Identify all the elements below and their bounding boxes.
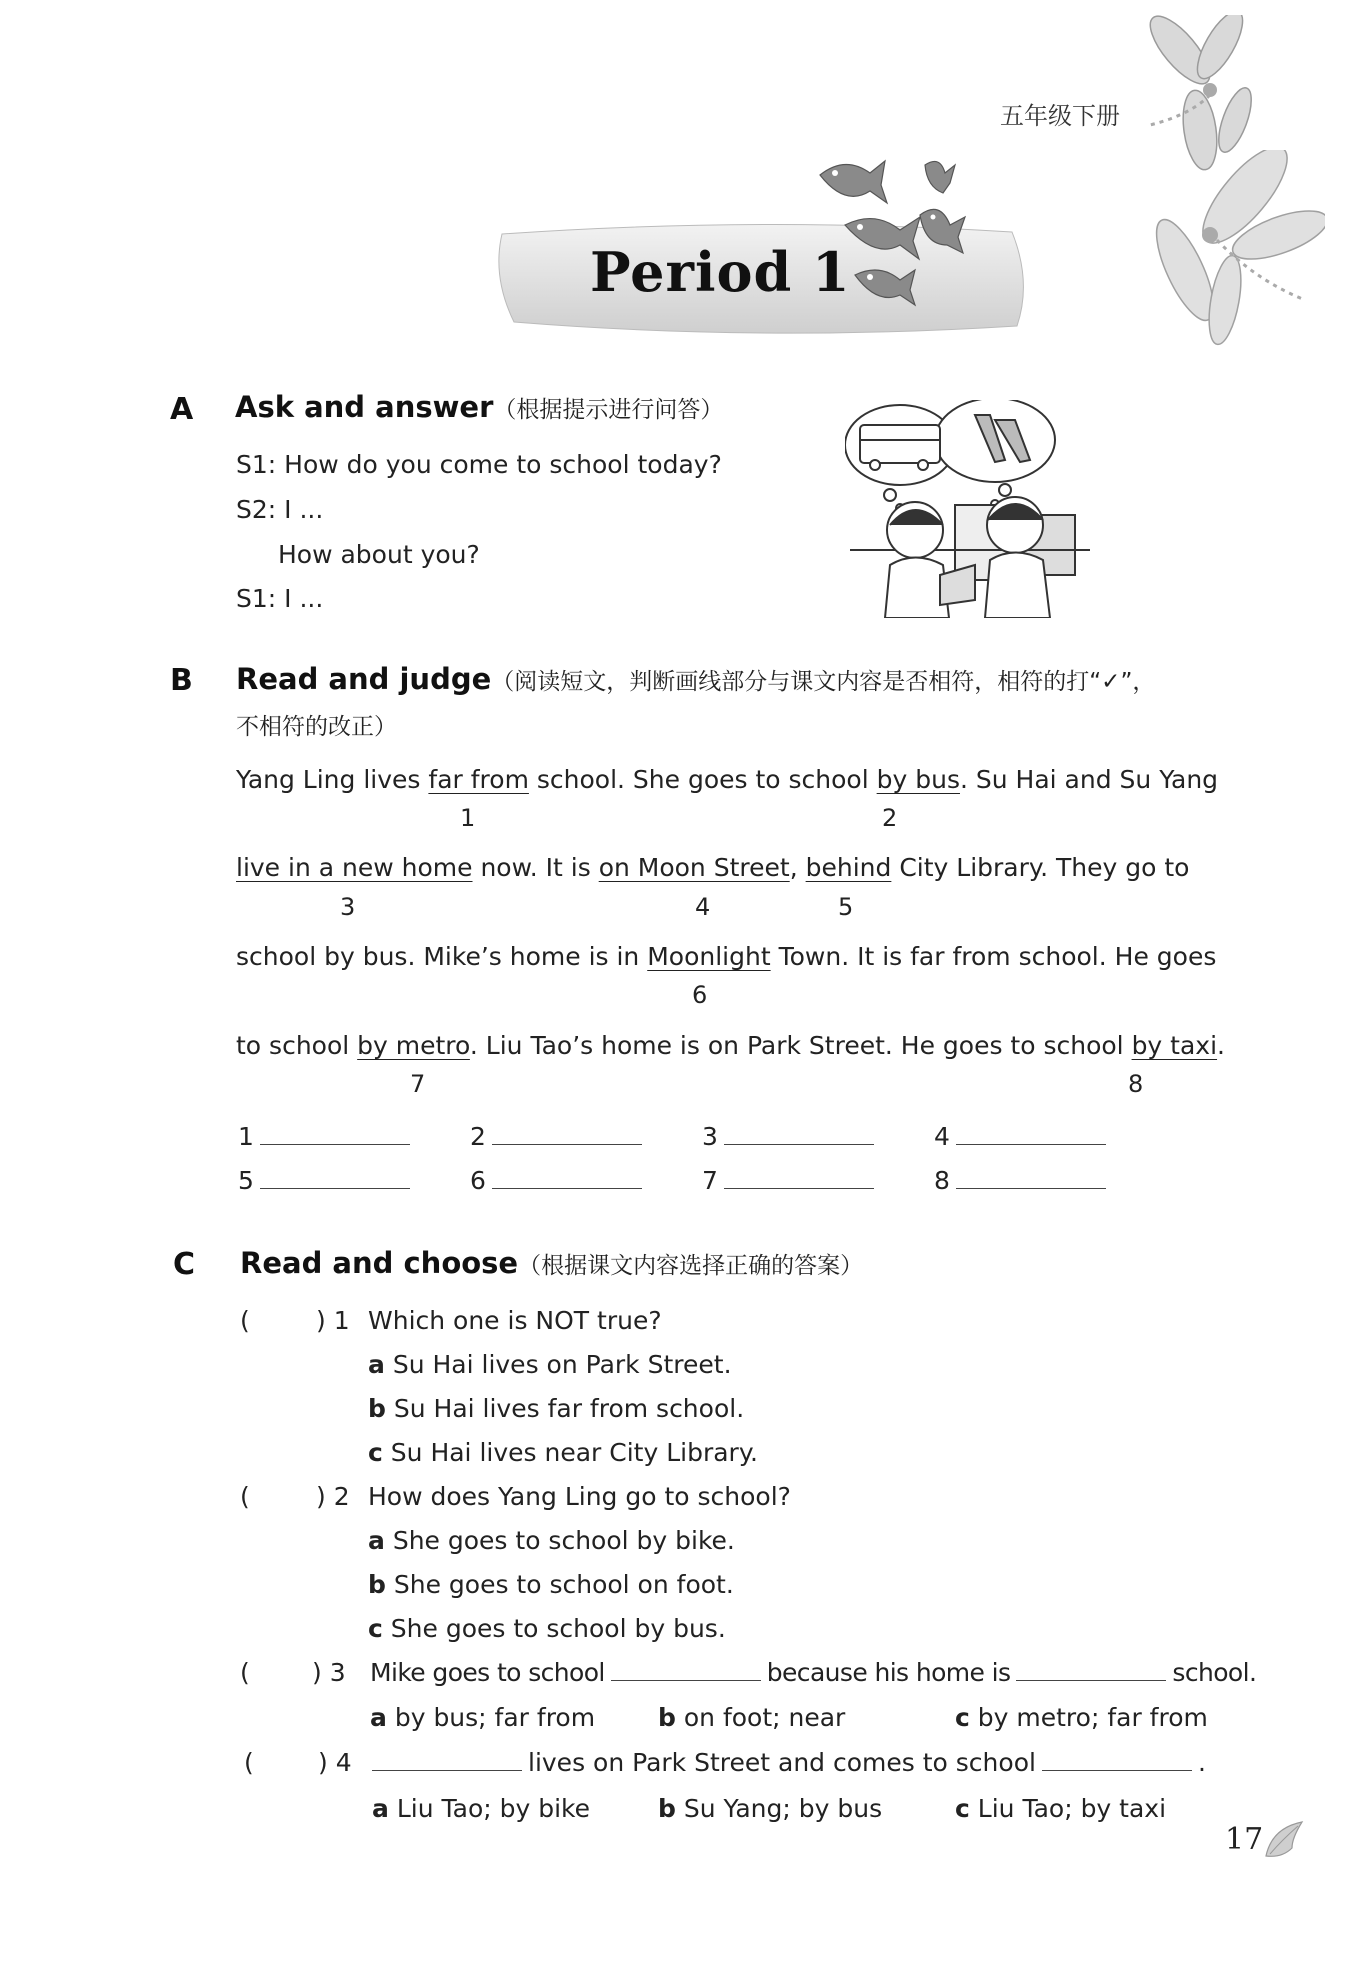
answer-paren-1[interactable]: ( bbox=[240, 1306, 250, 1335]
underlined-phrase-5: behind bbox=[805, 853, 892, 882]
question-number-4: ) 4 bbox=[318, 1748, 352, 1777]
section-c-letter: C bbox=[173, 1247, 196, 1282]
fill-blank[interactable] bbox=[1016, 1660, 1166, 1681]
leaf-icon bbox=[1262, 1818, 1308, 1860]
dialogue-line-3: How about you? bbox=[278, 540, 480, 569]
question-number-3: ) 3 bbox=[312, 1658, 346, 1687]
dialogue-line-1: S1: How do you come to school today? bbox=[236, 450, 722, 479]
section-b-subtitle-cont: 不相符的改正） bbox=[236, 714, 397, 740]
question-3-option-b: b on foot; near bbox=[658, 1703, 846, 1732]
answer-paren-4[interactable]: ( bbox=[244, 1748, 254, 1777]
question-4-option-b: b Su Yang; by bus bbox=[658, 1794, 883, 1823]
section-b-title: Read and judge bbox=[236, 662, 492, 696]
question-2-option-b: b She goes to school on foot. bbox=[368, 1570, 734, 1599]
section-a-title: Ask and answer bbox=[235, 390, 494, 424]
underlined-phrase-7: by metro bbox=[357, 1031, 470, 1060]
passage-line-3: school by bus. Mike’s home is in Moonlight Town. It is far from school. He goes bbox=[236, 942, 1217, 971]
dialogue-line-2: S2: I ... bbox=[236, 495, 324, 524]
question-3-option-a: a by bus; far from bbox=[370, 1703, 596, 1732]
phrase-number-3: 3 bbox=[340, 893, 356, 921]
question-1-option-a: a Su Hai lives on Park Street. bbox=[368, 1350, 732, 1379]
section-b-subtitle: （阅读短文，判断画线部分与课文内容是否相符，相符的打“✓”， bbox=[491, 669, 1156, 695]
grade-label: 五年级下册 bbox=[1000, 102, 1120, 130]
answer-blank-1[interactable]: 1 bbox=[238, 1122, 410, 1151]
section-a-subtitle: （根据提示进行问答） bbox=[493, 397, 724, 423]
underlined-phrase-1: far from bbox=[428, 765, 529, 794]
answer-blank-4[interactable]: 4 bbox=[934, 1122, 1106, 1151]
question-2-option-c: c She goes to school by bus. bbox=[368, 1614, 726, 1643]
question-number-1: ) 1 bbox=[316, 1306, 350, 1335]
question-2-text: How does Yang Ling go to school? bbox=[368, 1482, 791, 1511]
dialogue-line-4: S1: I ... bbox=[236, 584, 324, 613]
fill-blank[interactable] bbox=[372, 1750, 522, 1771]
fill-blank[interactable] bbox=[611, 1660, 761, 1681]
answer-blank-7[interactable]: 7 bbox=[702, 1166, 874, 1195]
answer-blank-2[interactable]: 2 bbox=[470, 1122, 642, 1151]
question-1-option-b: b Su Hai lives far from school. bbox=[368, 1394, 745, 1423]
phrase-number-7: 7 bbox=[410, 1070, 426, 1098]
fish-illustration bbox=[815, 155, 985, 320]
question-4-option-c: c Liu Tao; by taxi bbox=[955, 1794, 1167, 1823]
phrase-number-4: 4 bbox=[695, 893, 711, 921]
page-title: Period 1 bbox=[590, 240, 851, 304]
question-3-option-c: c by metro; far from bbox=[955, 1703, 1208, 1732]
passage-line-1: Yang Ling lives far from school. She goes to school by bus. Su Hai and Su Yang bbox=[236, 765, 1219, 794]
passage-line-4: to school by metro. Liu Tao’s home is on Park Street. He goes to school by taxi. bbox=[236, 1031, 1225, 1060]
section-c-subtitle: （根据课文内容选择正确的答案） bbox=[518, 1253, 864, 1279]
phrase-number-8: 8 bbox=[1128, 1070, 1144, 1098]
phrase-number-5: 5 bbox=[838, 893, 854, 921]
question-4-option-a: a Liu Tao; by bike bbox=[372, 1794, 591, 1823]
question-4-text: lives on Park Street and comes to school . bbox=[368, 1748, 1206, 1777]
answer-blank-6[interactable]: 6 bbox=[470, 1166, 642, 1195]
phrase-number-6: 6 bbox=[692, 981, 708, 1009]
page-number: 17 bbox=[1225, 1822, 1264, 1857]
section-c-title: Read and choose bbox=[240, 1246, 519, 1280]
dragonfly-illustration-right bbox=[1135, 150, 1325, 360]
phrase-number-2: 2 bbox=[882, 804, 898, 832]
underlined-phrase-8: by taxi bbox=[1131, 1031, 1218, 1060]
section-b-letter: B bbox=[170, 663, 193, 698]
answer-blank-3[interactable]: 3 bbox=[702, 1122, 874, 1151]
question-2-option-a: a She goes to school by bike. bbox=[368, 1526, 735, 1555]
question-1-option-c: c Su Hai lives near City Library. bbox=[368, 1438, 759, 1467]
children-illustration bbox=[845, 400, 1095, 618]
answer-blank-5[interactable]: 5 bbox=[238, 1166, 410, 1195]
passage-line-2: live in a new home now. It is on Moon Street, behind City Library. They go to bbox=[236, 853, 1190, 882]
question-1-text: Which one is NOT true? bbox=[368, 1306, 662, 1335]
answer-paren-3[interactable]: ( bbox=[240, 1658, 250, 1687]
answer-blank-8[interactable]: 8 bbox=[934, 1166, 1106, 1195]
section-a-letter: A bbox=[170, 392, 194, 427]
question-number-2: ) 2 bbox=[316, 1482, 350, 1511]
answer-paren-2[interactable]: ( bbox=[240, 1482, 250, 1511]
underlined-phrase-6: Moonlight bbox=[647, 942, 771, 971]
underlined-phrase-2: by bus bbox=[876, 765, 960, 794]
phrase-number-1: 1 bbox=[460, 804, 476, 832]
underlined-phrase-4: on Moon Street bbox=[598, 853, 790, 882]
underlined-phrase-3: live in a new home bbox=[236, 853, 473, 882]
question-3-text: Mike goes to school because his home is school. bbox=[370, 1658, 1257, 1687]
fill-blank[interactable] bbox=[1042, 1750, 1192, 1771]
